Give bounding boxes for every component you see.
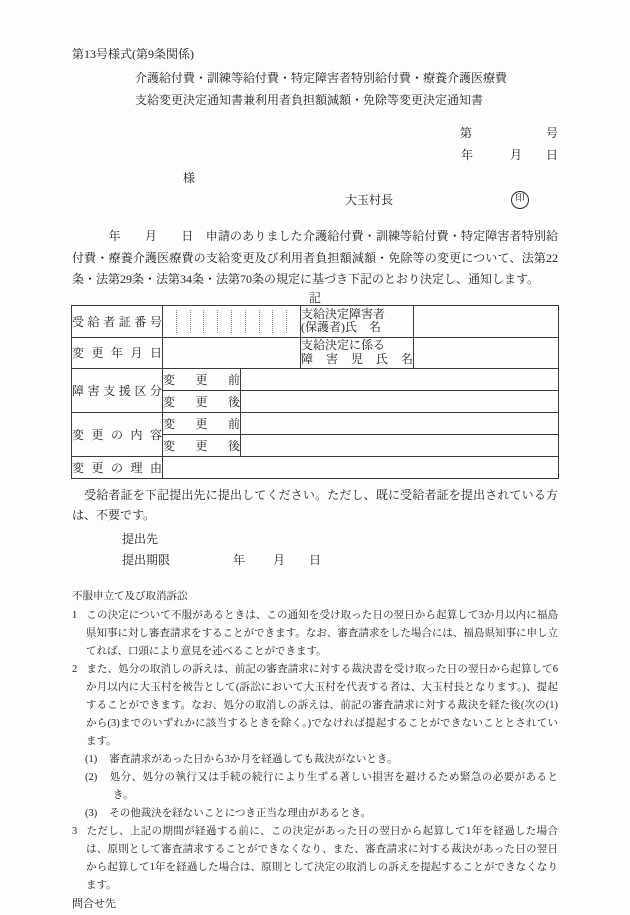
legal-section: [72, 588, 558, 913]
main-paragraph: 年 月 日 申請のありました介護給付費・訓練等給付費・特定障害者特別給付費・療養介護医療費の支給変更及び利用者負担額減額・免除等の変更について、法第22条・法第29条・法第34条・法第70条の規定に基づき下記のとおり決定し、通知します。: [72, 229, 558, 286]
document-title-line1: 介護給付費・訓練等給付費・特定障害者特別給付費・療養介護医療費: [135, 71, 508, 85]
legal-subitem-2-text: 処分、処分の執行又は手続の続行により生ずる著しい損害を避けるため緊急の必要があるとき。: [109, 771, 558, 801]
legal-subitem-1: [85, 751, 558, 769]
change-date-label: 変更年月日: [72, 337, 163, 368]
legal-heading: 不服申立て及び取消訴訟: [72, 590, 188, 602]
change-reason-field[interactable]: [163, 456, 559, 478]
legal-item-2-number: 2: [72, 663, 78, 675]
sender-line: [72, 190, 558, 210]
legal-item-3-text: ただし、上記の期間が経過する前に、この決定があった日の翌日から起算して1年を経過した場合は、原則として審査請求することができなくなり、また、審査請求に対する裁決があった日の翌日から起算して1年を経過した場合は、原則として決定の取消しの訴えを提起することができなくなります。: [86, 825, 558, 891]
addressee-line: [183, 168, 558, 188]
submission-note: 受給者証を下記提出先に提出してください。ただし、既に受給者証を提出されている方は、不要です。: [72, 487, 558, 522]
legal-item-2-text: また、処分の取消しの訴えは、前記の審査請求に対する裁決書を受け取った日の翌日から起算して6か月以内に大玉村を被告として(訴訟において大玉村を代表する者は、大玉村長となります。)、提起することができます。なお、処分の取消しの訴えは、前記の審査請求に対する裁決を経た後(次の(1)から(3)までのいずれかに該当するときを除く。)でなければ提起することができないこととされています。: [86, 663, 558, 747]
support-before-label: 変更前: [163, 368, 241, 390]
content-before-field[interactable]: [241, 412, 559, 434]
legal-item-3: [72, 823, 558, 895]
doc-number-suffix: 号: [545, 126, 558, 140]
table-row-change-reason: [72, 456, 559, 478]
table-row-change-content-before: [72, 412, 559, 434]
deadline-day-label: 日: [309, 552, 322, 567]
content-after-field[interactable]: [241, 434, 559, 456]
legal-subitem-1-number: (1): [85, 753, 98, 765]
document-title-line2: 支給変更決定通知書兼利用者負担額減額・免除等変更決定通知書: [135, 93, 484, 107]
date-day-label: 日: [545, 148, 558, 162]
legal-item-2: [72, 661, 558, 751]
legal-subitem-3-text: その他裁決を経ないことにつき正当な理由があるとき。: [109, 807, 372, 819]
legal-item-1-text: この決定について不服があるときは、この通知を受け取った日の翌日から起算して3か月以内に福島県知事に対し審査請求をすることができます。なお、審査請求をした場合には、福島県知事に申し立てれば、口頭により意見を述べることができます。: [86, 609, 558, 657]
digit-boxes: [163, 308, 300, 335]
seal-icon: 印: [511, 191, 529, 209]
recipient-cert-no-field[interactable]: [163, 305, 301, 337]
legal-item-3-number: 3: [72, 825, 78, 837]
content-after-label: 変更後: [163, 434, 241, 456]
legal-subitem-2-number: (2): [85, 771, 98, 783]
change-date-field[interactable]: [163, 337, 301, 368]
support-category-label: 障害支援区分: [72, 368, 163, 412]
deadline-year-label: 年: [233, 552, 246, 567]
decision-table: [71, 305, 559, 479]
legal-item-1-number: 1: [72, 609, 78, 621]
document-number-line: [72, 122, 558, 144]
addressee-honorific: 様: [183, 171, 196, 185]
destination-label: 提出先: [122, 531, 159, 546]
legal-subitem-1-text: 審査請求があった日から3か月を経過しても裁決がないとき。: [109, 753, 398, 765]
date-month-label: 月: [509, 148, 522, 162]
table-row-recipient-number: [72, 305, 559, 337]
support-after-field[interactable]: [241, 390, 559, 412]
table-row-change-date: [72, 337, 559, 368]
deadline-month-label: 月: [273, 552, 286, 567]
legal-subitem-3: [85, 805, 558, 823]
change-reason-label: 変更の理由: [72, 456, 163, 478]
legal-subitem-3-number: (3): [85, 807, 98, 819]
sender-title: 大玉村長: [345, 193, 394, 207]
change-content-label: 変更の内容: [72, 412, 163, 456]
deadline-label: 提出期限: [122, 552, 171, 567]
legal-item-1: [72, 607, 558, 661]
document-title: [135, 67, 558, 111]
destination-line: [122, 529, 558, 550]
deadline-line: [122, 550, 558, 571]
content-before-label: 変更前: [163, 412, 241, 434]
legal-subitem-2: [85, 769, 558, 805]
ki-marker: 記: [308, 290, 321, 305]
child-name-label: 支給決定に係る 障害児氏名: [301, 337, 414, 368]
issue-date-line: [72, 144, 558, 166]
doc-number-prefix: 第: [459, 126, 472, 140]
form-number: 第13号様式(第9条関係): [72, 47, 194, 61]
grantee-name-label: 支給決定障害者 (保護者)氏 名: [301, 305, 414, 337]
child-name-field[interactable]: [414, 337, 559, 368]
grantee-name-field[interactable]: [414, 305, 559, 337]
date-year-label: 年: [460, 148, 473, 162]
table-row-support-category-before: [72, 368, 559, 390]
contact-label: 問合せ先: [72, 897, 116, 910]
recipient-cert-no-label: 受給者証番号: [72, 305, 163, 337]
support-before-field[interactable]: [241, 368, 559, 390]
support-after-label: 変更後: [163, 390, 241, 412]
